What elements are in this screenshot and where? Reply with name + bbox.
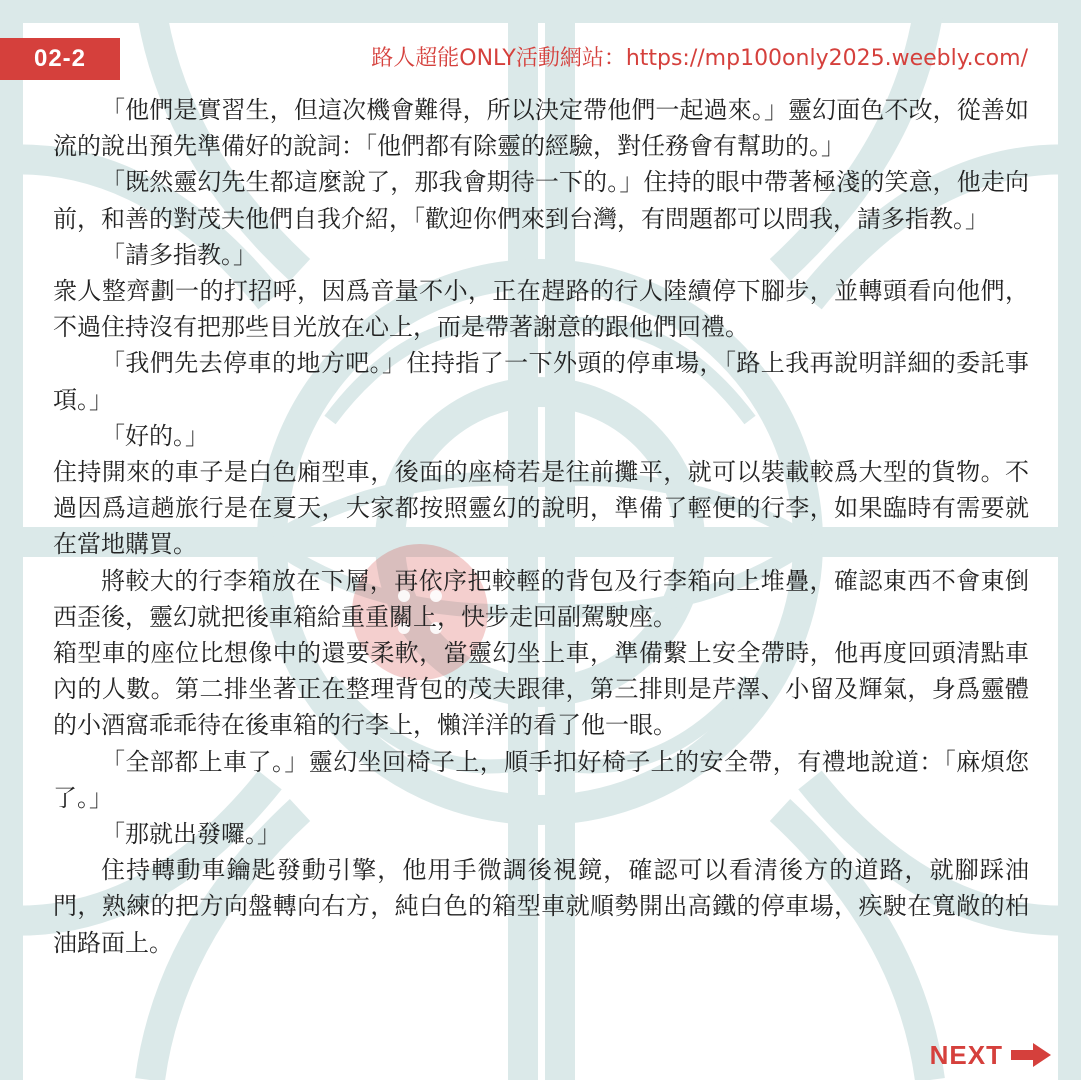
story-paragraph: 「全部都上車了。」靈幻坐回椅子上，順手扣好椅子上的安全帶，有禮地說道：「麻煩您了。」 <box>53 747 1029 812</box>
story-paragraph: 住持開來的車子是白色廂型車，後面的座椅若是往前攤平，就可以裝載較爲大型的貨物。不過因爲這趟旅行是在夏天，大家都按照靈幻的說明，準備了輕便的行李，如果臨時有需要就在當地購買。 <box>53 458 1029 559</box>
story-text <box>53 92 1029 961</box>
story-paragraph: 「請多指教。」 <box>101 240 257 269</box>
story-paragraph: 衆人整齊劃一的打招呼，因爲音量不小，正在趕路的行人陸續停下腳步，並轉頭看向他們，不過住持沒有把那些目光放在心上，而是帶著謝意的跟他們回禮。 <box>53 277 1029 342</box>
story-paragraph: 「既然靈幻先生都這麼說了，那我會期待一下的。」住持的眼中帶著極淺的笑意，他走向前，和善的對茂夫他們自我介紹，「歡迎你們來到台灣，有問題都可以問我，請多指教。」 <box>53 168 1029 233</box>
story-paragraph: 住持轉動車鑰匙發動引擎，他用手微調後視鏡，確認可以看清後方的道路，就腳踩油門，熟練的把方向盤轉向右方，純白色的箱型車就順勢開出高鐵的停車場，疾駛在寬敞的柏油路面上。 <box>53 856 1029 957</box>
page-number-badge: 02-2 <box>0 38 120 80</box>
arrow-right-icon <box>1011 1043 1051 1067</box>
story-paragraph: 將較大的行李箱放在下層，再依序把較輕的背包及行李箱向上堆疊，確認東西不會東倒西歪後，靈幻就把後車箱給重重關上，快步走回副駕駛座。 <box>53 566 1029 631</box>
next-label: NEXT <box>929 1039 1003 1070</box>
story-paragraph: 「我們先去停車的地方吧。」住持指了一下外頭的停車場，「路上我再說明詳細的委託事項。」 <box>53 349 1029 414</box>
story-paragraph: 「好的。」 <box>101 421 209 450</box>
story-paragraph: 箱型車的座位比想像中的還要柔軟，當靈幻坐上車，準備繫上安全帶時，他再度回頭清點車內的人數。第二排坐著正在整理背包的茂夫跟律，第三排則是芹澤、小留及輝氣，身爲靈體的小酒窩乖乖待在後車箱的行李上，懶洋洋的看了他一眼。 <box>53 639 1029 740</box>
story-paragraph: 「他們是實習生，但這次機會難得，所以決定帶他們一起過來。」靈幻面色不改，從善如流的說出預先準備好的說詞：「他們都有除靈的經驗，對任務會有幫助的。」 <box>53 96 1029 161</box>
event-website-link[interactable]: 路人超能ONLY活動網站：https://mp100only2025.weebly.com/ <box>371 46 1028 71</box>
next-page-button[interactable] <box>930 1038 1051 1072</box>
story-paragraph: 「那就出發囉。」 <box>101 820 281 849</box>
